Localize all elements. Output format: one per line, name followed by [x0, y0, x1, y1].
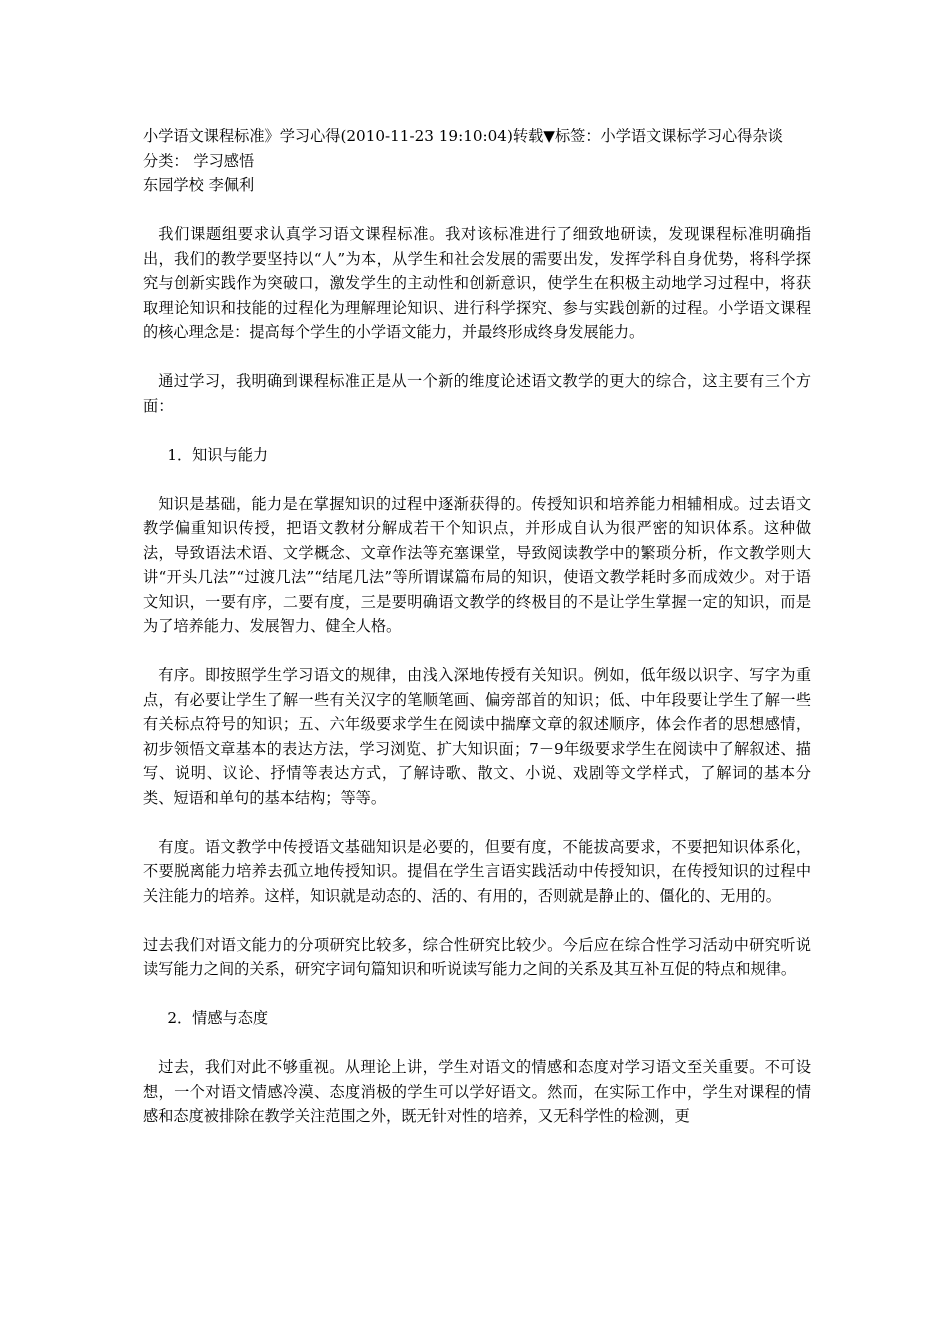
- body-paragraph: 有序。即按照学生学习语文的规律，由浅入深地传授有关知识。例如，低年级以识字、写字为重点，有必要让学生了解一些有关汉字的笔顺笔画、偏旁部首的知识；低、中年段要让学生了解一些有关标点符号的知识；五、六年级要求学生在阅读中揣摩文章的叙述顺序，体会作者的思想感情，初步领悟文章基本的表达方法，学习浏览、扩大知识面；7－9年级要求学生在阅读中了解叙述、描写、说明、议论、抒情等表达方式，了解诗歌、散文、小说、戏剧等文学样式，了解词的基本分类、短语和单句的基本结构；等等。: [143, 666, 811, 807]
- document-page: [143, 124, 811, 1129]
- body-paragraph: 我们课题组要求认真学习语文课程标准。我对该标准进行了细致地研读，发现课程标准明确指出，我们的教学要坚持以“人”为本，从学生和社会发展的需要出发，发挥学科自身优势，将科学探究与创新实践作为突破口，激发学生的主动性和创新意识，使学生在积极主动地学习过程中，将获取理论知识和技能的过程化为理解理论知识、进行科学探究、参与实践创新的过程。小学语文课程的核心理念是：提高每个学生的小学语文能力，并最终形成终身发展能力。: [143, 225, 811, 341]
- body-paragraph: 知识是基础，能力是在掌握知识的过程中逐渐获得的。传授知识和培养能力相辅相成。过去语文教学偏重知识传授，把语文教材分解成若干个知识点，并形成自认为很严密的知识体系。这种做法，导致语法术语、文学概念、文章作法等充塞课堂，导致阅读教学中的繁琐分析，作文教学则大讲“开头几法”“过渡几法”“结尾几法”等所谓谋篇布局的知识，使语文教学耗时多而成效少。对于语文知识，一要有序，二要有度，三是要明确语文教学的终极目的不是让学生掌握一定的知识，而是为了培养能力、发展智力、健全人格。: [143, 494, 811, 635]
- author-line: 东园学校 李佩利: [143, 176, 255, 194]
- category-line: 分类： 学习感悟: [143, 151, 255, 170]
- section-heading: 1．知识与能力: [167, 445, 269, 464]
- header-line: 小学语文课程标准》学习心得(2010-11-23 19:10:04)转载▼标签：小学语文课标学习心得杂谈: [143, 127, 783, 145]
- section-heading: 2．情感与态度: [167, 1009, 269, 1027]
- body-paragraph: 过去我们对语文能力的分项研究比较多，综合性研究比较少。今后应在综合性学习活动中研究听说读写能力之间的关系，研究字词句篇知识和听说读写能力之间的关系及其互补互促的特点和规律。: [143, 935, 811, 978]
- body-paragraph: 过去，我们对此不够重视。从理论上讲，学生对语文的情感和态度对学习语文至关重要。不可设想，一个对语文情感冷漠、态度消极的学生可以学好语文。然而，在实际工作中，学生对课程的情感和态度被排除在教学关注范围之外，既无针对性的培养，又无科学性的检测，更: [143, 1058, 811, 1125]
- body-paragraph: 通过学习，我明确到课程标准正是从一个新的维度论述语文教学的更大的综合，这主要有三个方面：: [143, 372, 811, 415]
- body-paragraph: 有度。语文教学中传授语文基础知识是必要的，但要有度，不能拔高要求，不要把知识体系化，不要脱离能力培养去孤立地传授知识。提倡在学生言语实践活动中传授知识，在传授知识的过程中关注能力的培养。这样，知识就是动态的、活的、有用的，否则就是静止的、僵化的、无用的。: [143, 837, 811, 905]
